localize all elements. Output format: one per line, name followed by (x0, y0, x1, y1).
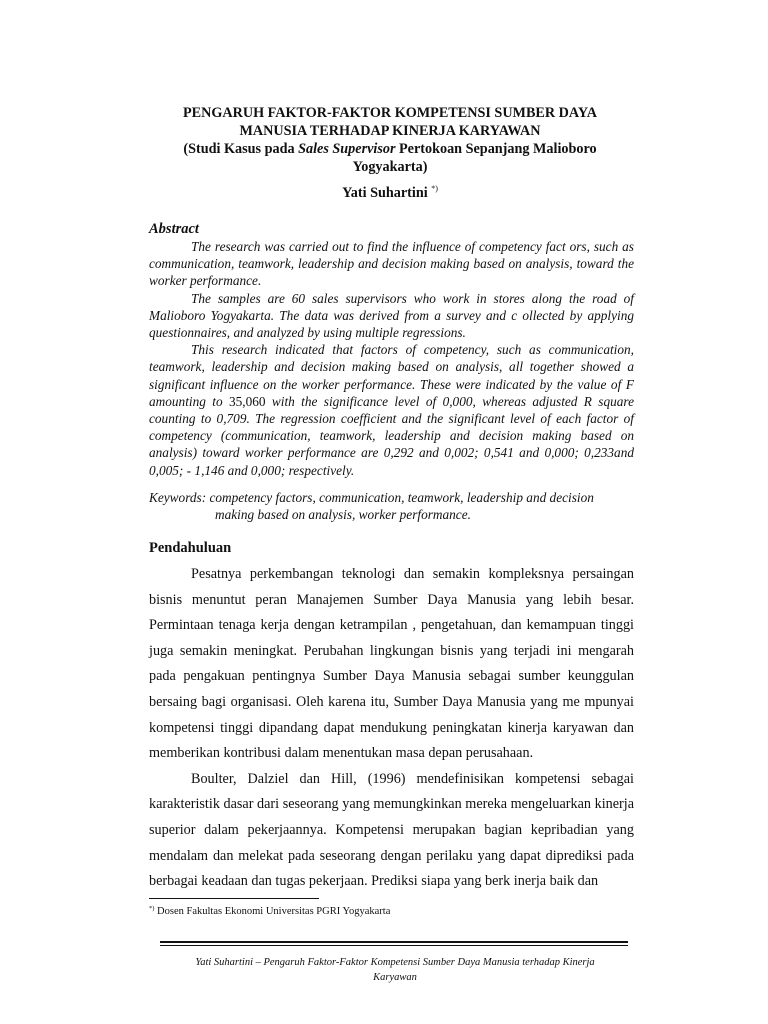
f-value: 35,060 (228, 393, 266, 409)
keywords-line-2: making based on analysis, worker performance. (215, 507, 471, 522)
footnote (149, 905, 390, 917)
author-footnote-mark: *) (431, 184, 438, 193)
running-footer-line-2: Karyawan (373, 972, 417, 983)
keywords-line-1: competency factors, communication, teamwork, leadership and decision (206, 490, 594, 505)
subtitle-suffix: Pertokoan Sepanjang Malioboro (395, 141, 597, 157)
abstract-p3-start: This research indicated that factors of competency, such as communication, teamwork, leadership and decision making based on analysis, all together showed a significant influence on the worker performance. These were indicated by the value of F amounting to (149, 342, 634, 409)
footnote-mark: *) (149, 905, 155, 912)
abstract-p3-end: with the significance level of 0,000, whereas adjusted R square counting to 0,709. The regression coefficient and the significant level of each factor of competency (communication, teamwork, leadership and decision making based on analysis) toward worker performance are 0,292 and 0,002; 0,541 and 0,000; 0,233and 0,005; - 1,146 and 0,000; respectively. (149, 393, 634, 478)
title-line-1: PENGARUH FAKTOR-FAKTOR KOMPETENSI SUMBER DAYA (182, 105, 598, 121)
keywords (149, 489, 634, 523)
abstract-heading: Abstract (149, 221, 199, 237)
running-footer (140, 955, 650, 985)
subtitle-prefix: (Studi Kasus pada (183, 141, 299, 157)
body-paragraph-1: Pesatnya perkembangan teknologi dan semakin kompleksnya persaingan bisnis menuntut peran Manajemen Sumber Daya Manusia yang lebih besar. Permintaan tenaga kerja dengan ketrampilan , pengetahuan, dan kemampuan tinggi juga semakin meningkat. Perubahan lingkungan bisnis yang terjadi ini mengarah pada pengakuan pentingnya Sumber Daya Manusia sebagai sumber keunggulan bersaing bagi organisasi. Oleh karena itu, Sumber Daya Manusia yang me mpunyai kompetensi tinggi dipandang dapat mendukung peningkatan kinerja karyawan dan memberikan kontribusi dalam menentukan masa depan perusahaan. (149, 566, 634, 762)
paper-title (100, 104, 680, 176)
section-heading: Pendahuluan (149, 540, 232, 556)
abstract-paragraph-2: The samples are 60 sales supervisors who work in stores along the road of Malioboro Yogyakarta. The data was derived from a survey and c ollected by applying questionnaires, and analyzed by using multiple regressions. (149, 290, 634, 341)
abstract-paragraph-3 (149, 341, 634, 479)
subtitle-line-2: Yogyakarta) (352, 159, 428, 175)
section-body (149, 562, 634, 895)
footer-rule-thin (160, 945, 628, 946)
footnote-divider (149, 898, 319, 899)
abstract-body (149, 238, 634, 479)
author-line (100, 184, 680, 202)
author-name: Yati Suhartini (342, 185, 428, 201)
abstract-paragraph-1: The research was carried out to find the influence of competency fact ors, such as communication, teamwork, leadership and decision making based on analysis, toward the worker performance. (149, 239, 634, 289)
keywords-label: Keywords: (149, 490, 207, 505)
title-line-2: MANUSIA TERHADAP KINERJA KARYAWAN (239, 123, 541, 139)
subtitle-line-1 (100, 140, 680, 158)
subtitle-italic: Sales Supervisor (298, 141, 396, 157)
footnote-text: Dosen Fakultas Ekonomi Universitas PGRI Yogyakarta (154, 906, 391, 917)
footer-rule-thick (160, 941, 628, 943)
body-paragraph-2: Boulter, Dalziel dan Hill, (1996) mendefinisikan kompetensi sebagai karakteristik dasar dari seseorang yang memungkinkan mereka mengeluarkan kinerja superior dalam pekerjaannya. Kompetensi merupakan bagian kepribadian yang mendalam dan melekat pada seseorang dengan perilaku yang dapat diprediksi pada berbagai keadaan dan tugas pekerjaan. Prediksi siapa yang berk inerja baik dan (149, 770, 634, 890)
running-footer-line-1: Yati Suhartini – Pengaruh Faktor-Faktor Kompetensi Sumber Daya Manusia terhadap Kinerja (195, 957, 595, 968)
